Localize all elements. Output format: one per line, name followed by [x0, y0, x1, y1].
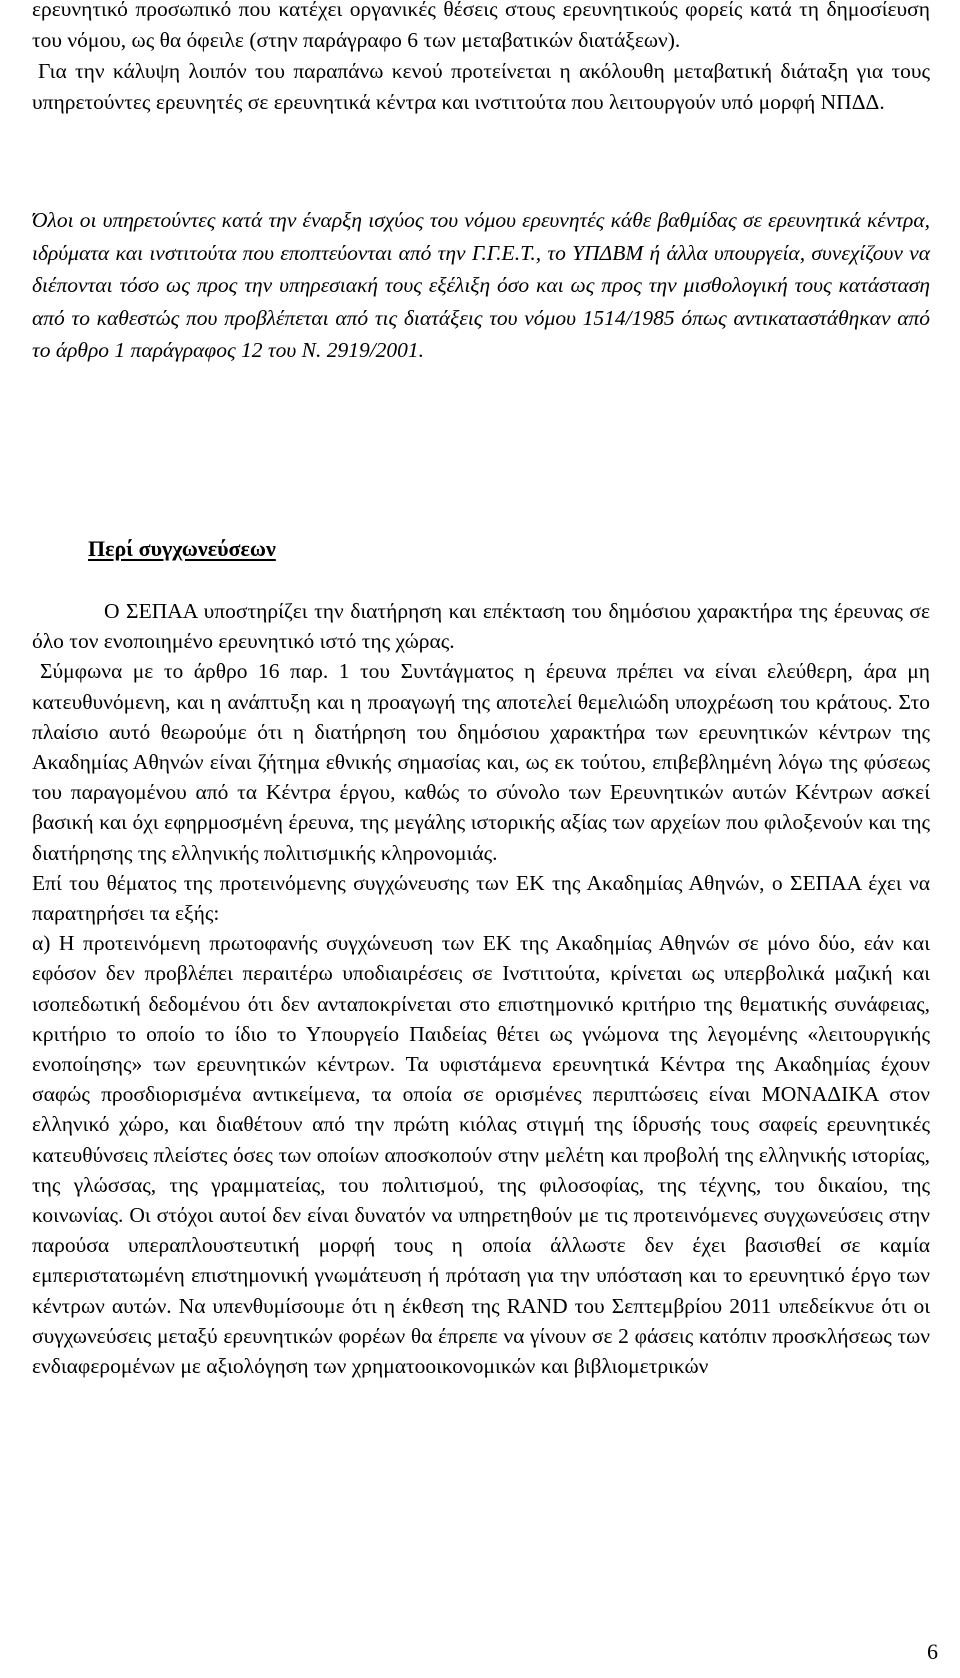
paragraph-continuation: ερευνητικό προσωπικό που κατέχει οργανικές θέσεις στους ερευνητικούς φορείς κατά τη δημοσίευση του νόμου, ως θα όφειλε (στην παράγραφο 6 των μεταβατικών διατάξεων).: [32, 0, 930, 52]
section-heading: Περί συγχωνεύσεων: [88, 536, 276, 561]
paragraph-sepaa-position: Ο ΣΕΠΑΑ υποστηρίζει την διατήρηση και επέκταση του δημόσιου χαρακτήρα της έρευνας σε όλο τον ενοποιημένο ερευνητικό ιστό της χώρας.: [32, 599, 930, 654]
paragraph-observation-a: α) Η προτεινόμενη πρωτοφανής συγχώνευση των ΕΚ της Ακαδημίας Αθηνών σε μόνο δύο, εάν και εφόσον δεν προβλέπει περαιτέρω υποδιαιρέσεις σε Ινστιτούτα, κρίνεται ως υπερβολικά μαζική και ισοπεδωτική δεδομένου ότι δεν ανταποκρίνεται στο επιστημονικό κριτήριο της θεματικής συνάφειας, κριτήριο το οποίο το ίδιο το Υπουργείο Παιδείας θέτει ως γνώμονα της λεγομένης «λειτουργικής ενοποίησης» των ερευνητικών κέντρων. Τα υφιστάμενα ερευνητικά Κέντρα της Ακαδημίας έχουν σαφώς προσδιορισμένα αντικείμενα, τα οποία σε ορισμένες περιπτώσεις είναι ΜΟΝΑΔΙΚΑ στον ελληνικό χώρο, και διαθέτουν από την πρώτη κιόλας στιγμή της ίδρυσής τους σαφείς ερευνητικές κατευθύνσεις πλείστες όσες των οποίων αποσκοπούν στην μελέτη και προβολή της ελληνικής ιστορίας, της γλώσσας, της γραμματείας, του πολιτισμού, της φιλοσοφίας, της τέχνης, του δικαίου, της κοινωνίας. Οι στόχοι αυτοί δεν είναι δυνατόν να υπηρετηθούν με τις προτεινόμενες συγχωνεύσεις στην παρούσα υπεραπλουστευτική μορφή τους η οποία άλλωστε δεν έχει βασισθεί σε καμία εμπεριστατωμένη επιστημονική γνωμάτευση ή πρόταση για την υπόσταση και το ερευνητικό έργο των κέντρων αυτών. Να υπενθυμίσουμε ότι η έκθεση της RAND του Σεπτεμβρίου 2011 υπεδείκνυε ότι οι συγχωνεύσεις μεταξύ ερευνητικών φορέων θα έπρεπε να γίνουν σε 2 φάσεις κατόπιν προσκλήσεως των ενδιαφερομένων με αξιολόγηση των χρηματοοικονομικών και βιβλιομετρικών: [32, 931, 930, 1379]
paragraph-transitional-provision-intro: Για την κάλυψη λοιπόν του παραπάνω κενού προτείνεται η ακόλουθη μεταβατική διάταξη για τους υπηρετούντες ερευνητές σε ερευνητικά κέντρα και ινστιτούτα που λειτουργούν υπό μορφή ΝΠΔΔ.: [32, 59, 930, 114]
opening-text-block: [32, 0, 930, 118]
paragraph-observations-intro: Επί του θέματος της προτεινόμενης συγχώνευσης των ΕΚ της Ακαδημίας Αθηνών, ο ΣΕΠΑΑ έχει να παρατηρήσει τα εξής:: [32, 870, 930, 926]
mergers-section-body: [32, 596, 930, 1381]
paragraph-constitution: Σύμφωνα με το άρθρο 16 παρ. 1 του Συντάγματος η έρευνα πρέπει να είναι ελεύθερη, άρα μη κατευθυνόμενη, και η ανάπτυξη και η προαγωγή της αποτελεί θεμελιώδη υποχρέωση του κράτους. Στο πλαίσιο αυτό θεωρούμε ότι η διατήρηση του δημόσιου χαρακτήρα των ερευνητικών κέντρων της Ακαδημίας Αθηνών είναι ζήτημα εθνικής σημασίας και, ως εκ τούτου, επιβεβλημένη λόγω της φύσεως του παραγομένου από τα Κέντρα έργου, καθώς το σύνολο των Ερευνητικών αυτών Κέντρων ασκεί βασική και όχι εφηρμοσμένη έρευνα, της μεγάλης ιστορικής αξίας των αρχείων που φιλοξενούν και της διατήρησης της ελληνικής πολιτισμικής κληρονομιάς.: [32, 659, 930, 865]
page-number: 6: [927, 1639, 938, 1664]
proposed-provision-italic: Όλοι οι υπηρετούντες κατά την έναρξη ισχύος του νόμου ερευνητές κάθε βαθμίδας σε ερευνητικά κέντρα, ιδρύματα και ινστιτούτα που εποπτεύονται από την Γ.Γ.Ε.Τ., το ΥΠΔΒΜ ή άλλα υπουργεία, συνεχίζουν να διέπονται τόσο ως προς την υπηρεσιακή τους εξέλιξη όσο και ως προς την μισθολογική τους κατάσταση από το καθεστώς που προβλέπεται από τις διατάξεις του νόμου 1514/1985 όπως αντικαταστάθηκαν από το άρθρο 1 παράγραφος 12 του Ν. 2919/2001.: [32, 208, 930, 362]
